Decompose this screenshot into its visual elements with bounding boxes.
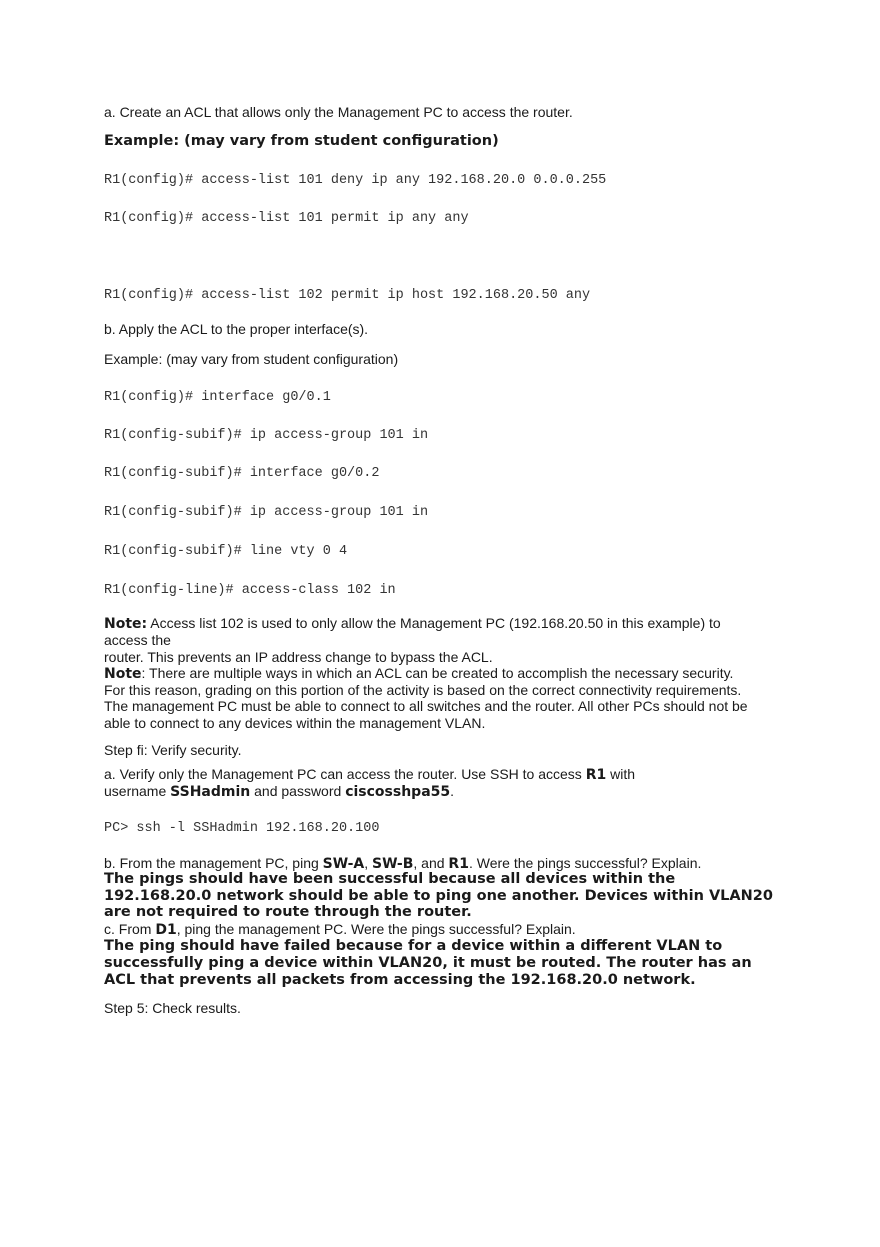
step-b-instruction: b. Apply the ACL to the proper interface(s). (104, 321, 369, 337)
text-run: , ping the management PC. Were the pings successful? Explain. (176, 921, 576, 937)
text-run: with (606, 766, 636, 782)
step-a-instruction: a. Create an ACL that allows only the Management PC to access the router. (104, 104, 573, 120)
note-text: access the (104, 632, 171, 648)
answer-text: The pings should have been successful because all devices within the (104, 871, 676, 887)
note-text: Access list 102 is used to only allow the Management PC (192.168.20.50 in this example) to (147, 615, 721, 631)
text-run: . Were the pings successful? Explain. (468, 855, 702, 871)
note-1 (104, 615, 721, 633)
text-run: , and (413, 855, 449, 871)
text-run: username (104, 783, 171, 799)
device-name: D1 (155, 922, 177, 938)
password-value: ciscosshpa55 (345, 784, 451, 800)
cli-command: R1(config-subif)# interface g0/0.2 (104, 466, 380, 481)
answer-text: The ping should have failed because for a device within a different VLAN to (104, 938, 723, 954)
device-name: R1 (585, 767, 607, 783)
text-run: , (364, 855, 372, 871)
answer-text: are not required to route through the router. (104, 904, 472, 920)
step-4a-instruction (104, 766, 635, 784)
note-text: router. This prevents an IP address change to bypass the ACL. (104, 649, 493, 665)
note-text: able to connect to any devices within the management VLAN. (104, 715, 486, 731)
step-4c-instruction (104, 921, 576, 939)
cli-command: R1(config-subif)# ip access-group 101 in (104, 428, 429, 443)
cli-command: R1(config)# interface g0/0.1 (104, 390, 331, 405)
answer-text: 192.168.20.0 network should be able to ping one another. Devices within VLAN20 (104, 888, 773, 904)
answer-text: successfully ping a device within VLAN20, it must be routed. The router has an (104, 955, 752, 971)
answer-text: ACL that prevents all packets from accessing the 192.168.20.0 network. (104, 972, 696, 988)
text-run: and password (250, 783, 346, 799)
cli-command: R1(config-line)# access-class 102 in (104, 583, 396, 598)
note-label: Note: (104, 616, 148, 632)
cli-command: R1(config)# access-list 102 permit ip host 192.168.20.50 any (104, 288, 591, 303)
note-text: The management PC must be able to connect to all switches and the router. All other PCs should not be (104, 698, 748, 714)
cli-command: PC> ssh -l SSHadmin 192.168.20.100 (104, 821, 380, 836)
device-name: R1 (448, 856, 469, 872)
device-name: SW-B (372, 856, 414, 872)
step-4a-credentials (104, 783, 454, 801)
note-text: : There are multiple ways in which an ACL can be created to accomplish the necessary security. (141, 665, 734, 681)
cli-command: R1(config)# access-list 101 deny ip any 192.168.20.0 0.0.0.255 (104, 173, 607, 188)
step-4-heading: Step fi: Verify security. (104, 742, 242, 758)
note-2 (104, 665, 733, 683)
note-text: For this reason, grading on this portion of the activity is based on the correct connectivity requirements. (104, 682, 742, 698)
example-heading-b: Example: (may vary from student configuration) (104, 351, 399, 367)
username-value: SSHadmin (170, 784, 251, 800)
text-run: b. From the management PC, ping (104, 855, 323, 871)
text-run: a. Verify only the Management PC can access the router. Use SSH to access (104, 766, 586, 782)
step-5-heading: Step 5: Check results. (104, 1000, 241, 1016)
example-heading-a: Example: (may vary from student configuration) (104, 133, 499, 149)
text-run: c. From (104, 921, 156, 937)
note-label: Note (104, 666, 142, 682)
cli-command: R1(config)# access-list 101 permit ip any any (104, 211, 469, 226)
cli-command: R1(config-subif)# line vty 0 4 (104, 544, 348, 559)
text-run: . (450, 783, 455, 799)
device-name: SW-A (322, 856, 365, 872)
cli-command: R1(config-subif)# ip access-group 101 in (104, 505, 429, 520)
